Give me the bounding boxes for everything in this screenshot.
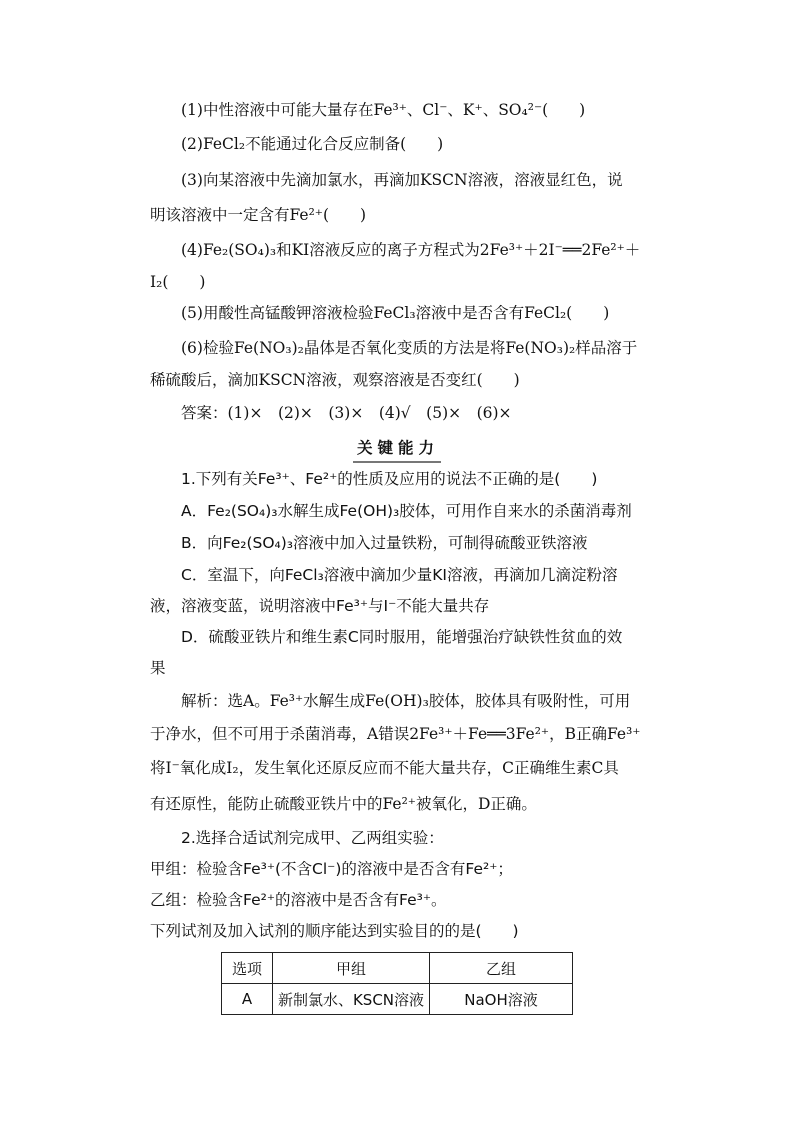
q1-option-b: B．向Fe₂(SO₄)₃溶液中加入过量铁粉，可制得硫酸亚铁溶液 — [181, 534, 588, 552]
q2-stem: 2.选择合适试剂完成甲、乙两组实验： — [181, 829, 444, 847]
q1-analysis-line-3: 将I⁻氧化成I₂，发生氧化还原反应而不能大量共存，C正确维生素C具 — [150, 759, 619, 777]
judgment-4-line-2: I₂( ) — [150, 273, 206, 291]
judgment-4-line-1: (4)Fe₂(SO₄)₃和KI溶液反应的离子方程式为2Fe³⁺＋2I⁻══2Fe²⁺＋ — [181, 241, 641, 259]
table-cell: A — [222, 984, 273, 1015]
q1-analysis-line-1: 解析：选A。Fe³⁺水解生成Fe(OH)₃胶体，胶体具有吸附性，可用 — [181, 692, 631, 710]
q1-option-a: A．Fe₂(SO₄)₃水解生成Fe(OH)₃胶体，可用作自来水的杀菌消毒剂 — [181, 502, 632, 520]
judgment-6-line-1: (6)检验Fe(NO₃)₂晶体是否氧化变质的方法是将Fe(NO₃)₂样品溶于 — [181, 339, 638, 357]
q1-option-d-line-2: 果 — [150, 659, 166, 677]
table-row — [222, 984, 573, 1015]
section-title: 关键能力 — [353, 436, 441, 463]
q1-option-c-line-1: C．室温下，向FeCl₃溶液中滴加少量KI溶液，再滴加几滴淀粉溶 — [181, 566, 618, 584]
section-heading — [0, 436, 794, 463]
judgment-6-line-2: 稀硫酸后，滴加KSCN溶液，观察溶液是否变红( ) — [150, 371, 520, 389]
q1-option-c-line-2: 液，溶液变蓝，说明溶液中Fe³⁺与I⁻不能大量共存 — [150, 597, 490, 615]
table-cell: 新制氯水、KSCN溶液 — [273, 984, 430, 1015]
q2-question: 下列试剂及加入试剂的顺序能达到实验目的的是( ) — [150, 922, 519, 940]
judgment-3-line-2: 明该溶液中一定含有Fe²⁺( ) — [150, 206, 367, 224]
judgment-2: (2)FeCl₂不能通过化合反应制备( ) — [181, 135, 444, 153]
q2-group-a: 甲组：检验含Fe³⁺(不含Cl⁻)的溶液中是否含有Fe²⁺； — [150, 860, 513, 878]
q1-analysis-line-4: 有还原性，能防止硫酸亚铁片中的Fe²⁺被氧化，D正确。 — [150, 795, 537, 813]
q1-analysis-line-2: 于净水，但不可用于杀菌消毒，A错误2Fe³⁺＋Fe══3Fe²⁺，B正确Fe³⁺ — [150, 725, 641, 743]
table-header: 甲组 — [273, 953, 430, 984]
q2-group-b: 乙组：检验含Fe²⁺的溶液中是否含有Fe³⁺。 — [150, 891, 447, 909]
table-header: 乙组 — [430, 953, 573, 984]
judgment-1: (1)中性溶液中可能大量存在Fe³⁺、Cl⁻、K⁺、SO₄²⁻( ) — [181, 101, 586, 119]
options-table — [221, 952, 573, 1015]
judgment-3-line-1: (3)向某溶液中先滴加氯水，再滴加KSCN溶液，溶液显红色，说 — [181, 171, 623, 189]
table-cell: NaOH溶液 — [430, 984, 573, 1015]
q1-option-d-line-1: D．硫酸亚铁片和维生素C同时服用，能增强治疗缺铁性贫血的效 — [181, 628, 623, 646]
table-header: 选项 — [222, 953, 273, 984]
judgment-5: (5)用酸性高锰酸钾溶液检验FeCl₃溶液中是否含有FeCl₂( ) — [181, 304, 610, 322]
answer-line: 答案：(1)× (2)× (3)× (4)√ (5)× (6)× — [181, 404, 512, 422]
table-header-row — [222, 953, 573, 984]
q1-stem: 1.下列有关Fe³⁺、Fe²⁺的性质及应用的说法不正确的是( ) — [181, 470, 598, 488]
